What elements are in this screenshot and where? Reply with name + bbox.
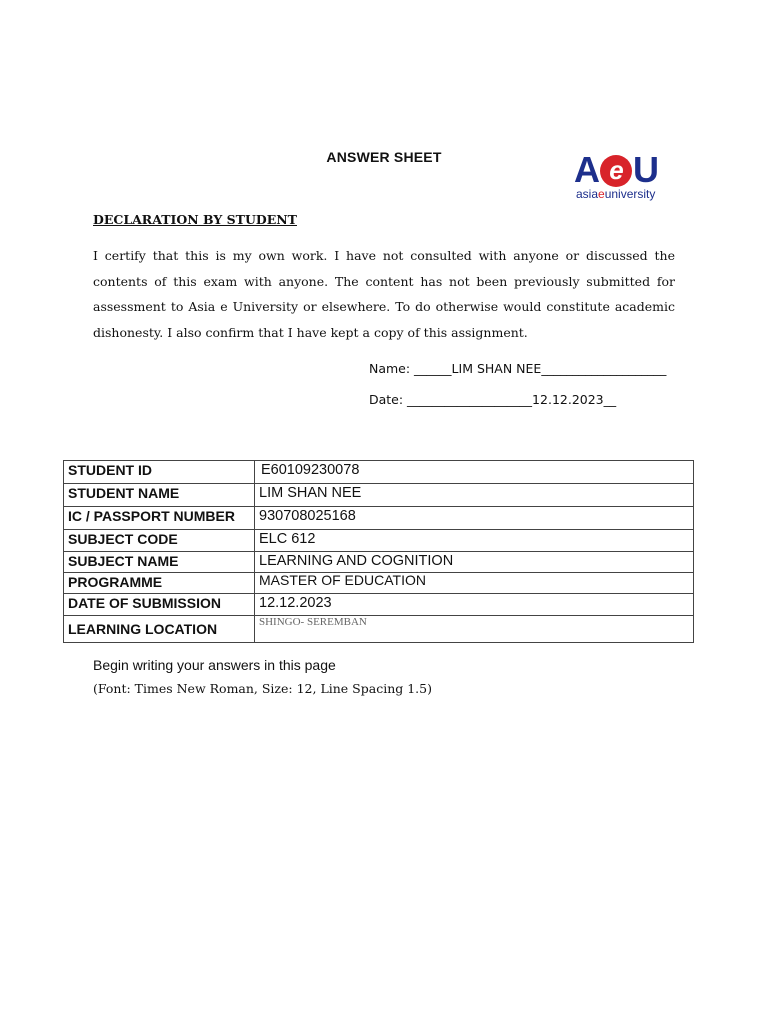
row-label: STUDENT NAME — [64, 484, 255, 507]
student-info-table — [63, 460, 694, 643]
table-row — [64, 484, 694, 507]
table-row — [64, 552, 694, 573]
row-value: ELC 612 — [255, 530, 694, 552]
row-label: SUBJECT NAME — [64, 552, 255, 573]
font-instruction: (Font: Times New Roman, Size: 12, Line Spacing 1.5) — [93, 681, 432, 696]
row-value: LEARNING AND COGNITION — [255, 552, 694, 573]
row-value: E60109230078 — [255, 461, 694, 484]
row-value: 930708025168 — [255, 507, 694, 530]
row-label: IC / PASSPORT NUMBER — [64, 507, 255, 530]
row-value: SHINGO- SEREMBAN — [255, 616, 694, 643]
begin-instruction: Begin writing your answers in this page — [93, 657, 336, 673]
page-title: ANSWER SHEET — [326, 149, 442, 165]
logo-mark-a: A — [574, 149, 599, 190]
logo-mark-u: U — [633, 149, 658, 190]
signature-name-line: Name: ______LIM SHAN NEE____________________ — [369, 361, 667, 376]
row-label: DATE OF SUBMISSION — [64, 594, 255, 616]
logo-wordmark — [576, 187, 655, 201]
aeu-logo — [574, 150, 674, 204]
logo-wordmark-suffix: university — [604, 187, 656, 201]
table-row — [64, 573, 694, 594]
table-row — [64, 530, 694, 552]
row-label: PROGRAMME — [64, 573, 255, 594]
declaration-heading: DECLARATION BY STUDENT — [93, 212, 297, 227]
declaration-body: I certify that this is my own work. I have not consulted with anyone or discussed the contents of this exam with anyone. The content has not been previously submitted for assessment to Asia e University or elsewhere. To do otherwise would constitute academic dishonesty. I also confirm that I have kept a copy of this assignment. — [93, 248, 675, 341]
row-label: STUDENT ID — [64, 461, 255, 484]
signature-date-line: Date: ____________________12.12.2023__ — [369, 392, 617, 407]
table-row — [64, 594, 694, 616]
logo-mark — [574, 150, 658, 190]
row-value: LIM SHAN NEE — [255, 484, 694, 507]
table-row — [64, 616, 694, 643]
table-row — [64, 507, 694, 530]
logo-wordmark-e: e — [598, 187, 605, 201]
row-value: 12.12.2023 — [255, 594, 694, 616]
row-value: MASTER OF EDUCATION — [255, 573, 694, 594]
row-label: SUBJECT CODE — [64, 530, 255, 552]
table-row — [64, 461, 694, 484]
logo-mark-e-circle: e — [600, 155, 632, 187]
row-label: LEARNING LOCATION — [64, 616, 255, 643]
logo-wordmark-prefix: asia — [576, 187, 599, 201]
